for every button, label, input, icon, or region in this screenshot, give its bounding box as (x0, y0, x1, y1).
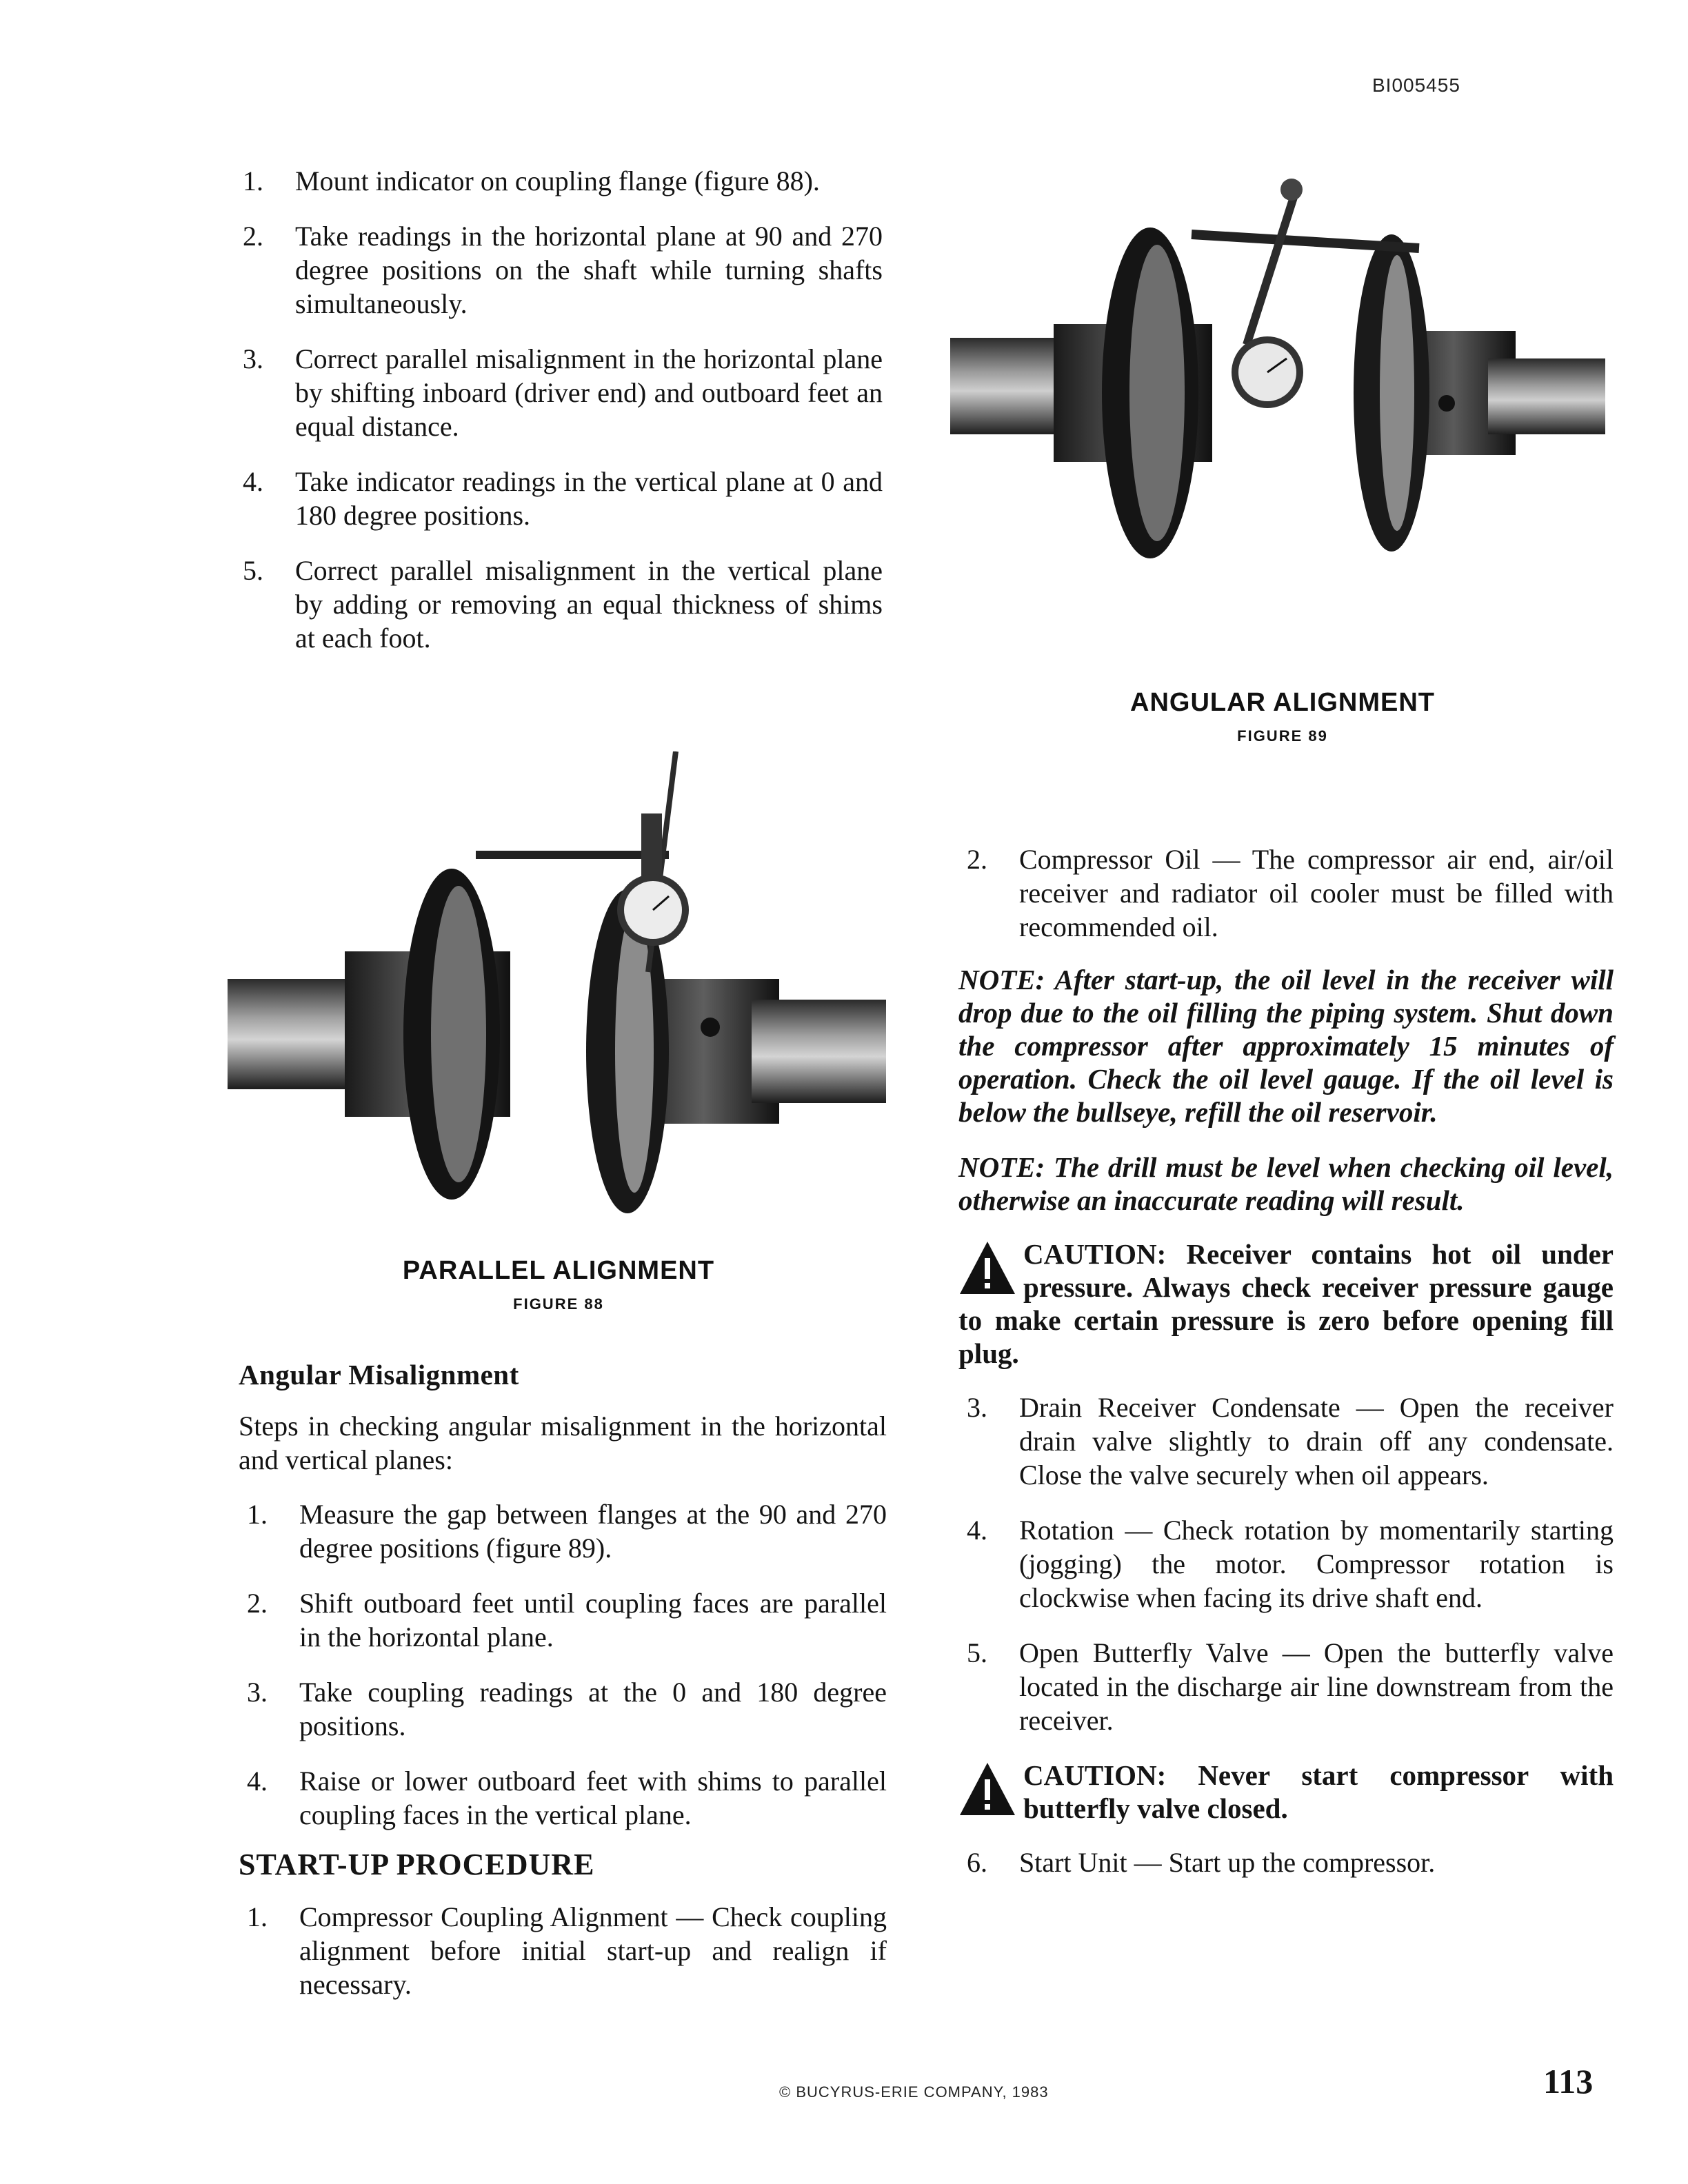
document-id: BI005455 (1372, 74, 1460, 96)
copyright-footer: © BUCYRUS-ERIE COMPANY, 1983 (779, 2083, 1049, 2101)
list-item: 2. Shift outboard feet until coupling faces are parallel in the horizontal plane. (247, 1588, 887, 1652)
list-item: 2. Compressor Oil — The compressor air end, air/oil receiver and radiator oil cooler must be filled with recommended oil. (967, 844, 1614, 942)
figure-88-photo (228, 751, 886, 1234)
list-item: 5. Correct parallel misalignment in the vertical plane by adding or removing an equal thickness of shims at each foot. (243, 555, 883, 654)
angular-heading: Angular Misalignment (239, 1359, 519, 1391)
angular-misalignment-section (239, 1358, 887, 2023)
figure-89-title: ANGULAR ALIGNMENT (1130, 688, 1435, 717)
list-item: 3. Correct parallel misalignment in the horizontal plane by shifting inboard (driver end) and outboard feet an equal distance. (243, 343, 883, 442)
list-item: 1. Measure the gap between flanges at the 90 and 270 degree positions (figure 89). (247, 1499, 887, 1564)
startup-step-2-list (958, 842, 1614, 944)
startup-step-6-list (958, 1846, 1614, 1879)
startup-steps-left (239, 1900, 887, 2001)
list-item: 3. Drain Receiver Condensate — Open the receiver drain valve slightly to drain off any condensate. Close the valve securely when oil appears. (967, 1392, 1614, 1490)
list-item: 1. Compressor Coupling Alignment — Check coupling alignment before initial start-up and realign if necessary. (247, 1901, 887, 2000)
list-item: 4. Take indicator readings in the vertical plane at 0 and 180 degree positions. (243, 466, 883, 531)
figure-89-caption (1076, 688, 1489, 745)
list-item: 4. Rotation — Check rotation by momentarily starting (jogging) the motor. Compressor rotation is clockwise when facing its drive shaft end. (967, 1515, 1614, 1613)
warning-triangle-icon (958, 1240, 1016, 1295)
parallel-steps-list (234, 164, 883, 655)
caution-butterfly-valve (958, 1759, 1614, 1825)
list-item: 2. Take readings in the horizontal plane at 90 and 270 degree positions on the shaft while turning shafts simultaneously. (243, 221, 883, 319)
figure-89-label: FIGURE 89 (1237, 727, 1328, 745)
figure-88-title: PARALLEL ALIGNMENT (402, 1256, 715, 1285)
startup-continued-column (958, 842, 1614, 1901)
drill-level-note: NOTE: The drill must be level when checking oil level, otherwise an inaccurate reading will result. (958, 1151, 1614, 1216)
figure-88-caption (352, 1256, 765, 1313)
startup-steps-mid (958, 1391, 1614, 1737)
caution-butterfly-text: CAUTION: Never start compressor with butterfly valve closed. (1023, 1759, 1614, 1824)
warning-triangle-icon (958, 1761, 1016, 1817)
list-item: 6. Start Unit — Start up the compressor. (967, 1847, 1436, 1878)
angular-intro: Steps in checking angular misalignment in the horizontal and vertical planes: (239, 1410, 887, 1475)
list-item: 3. Take coupling readings at the 0 and 180 degree positions. (247, 1677, 887, 1741)
caution-hot-oil-text: CAUTION: Receiver contains hot oil under pressure. Always check receiver pressure gauge to make certain pressure is zero before opening fill plug. (958, 1238, 1614, 1369)
list-item: 5. Open Butterfly Valve — Open the butterfly valve located in the discharge air line downstream from the receiver. (967, 1637, 1614, 1736)
list-item: 1. Mount indicator on coupling flange (figure 88). (243, 165, 820, 196)
startup-heading: START-UP PROCEDURE (239, 1848, 595, 1881)
figure-88-label: FIGURE 88 (513, 1295, 604, 1313)
oil-level-note: NOTE: After start-up, the oil level in the receiver will drop due to the oil filling the piping system. Shut down the compressor after approximately 15 minutes of operation. Check the oil level gauge. If the oil level is below the bullseye, refill the oil reservoir. (958, 964, 1614, 1128)
caution-hot-oil (958, 1237, 1614, 1370)
parallel-steps-column (234, 164, 883, 676)
figure-89-photo (950, 165, 1605, 620)
angular-steps-list (239, 1497, 887, 1832)
page-number: 113 (1543, 2062, 1594, 2101)
list-item: 4. Raise or lower outboard feet with shims to parallel coupling faces in the vertical plane. (247, 1766, 887, 1830)
